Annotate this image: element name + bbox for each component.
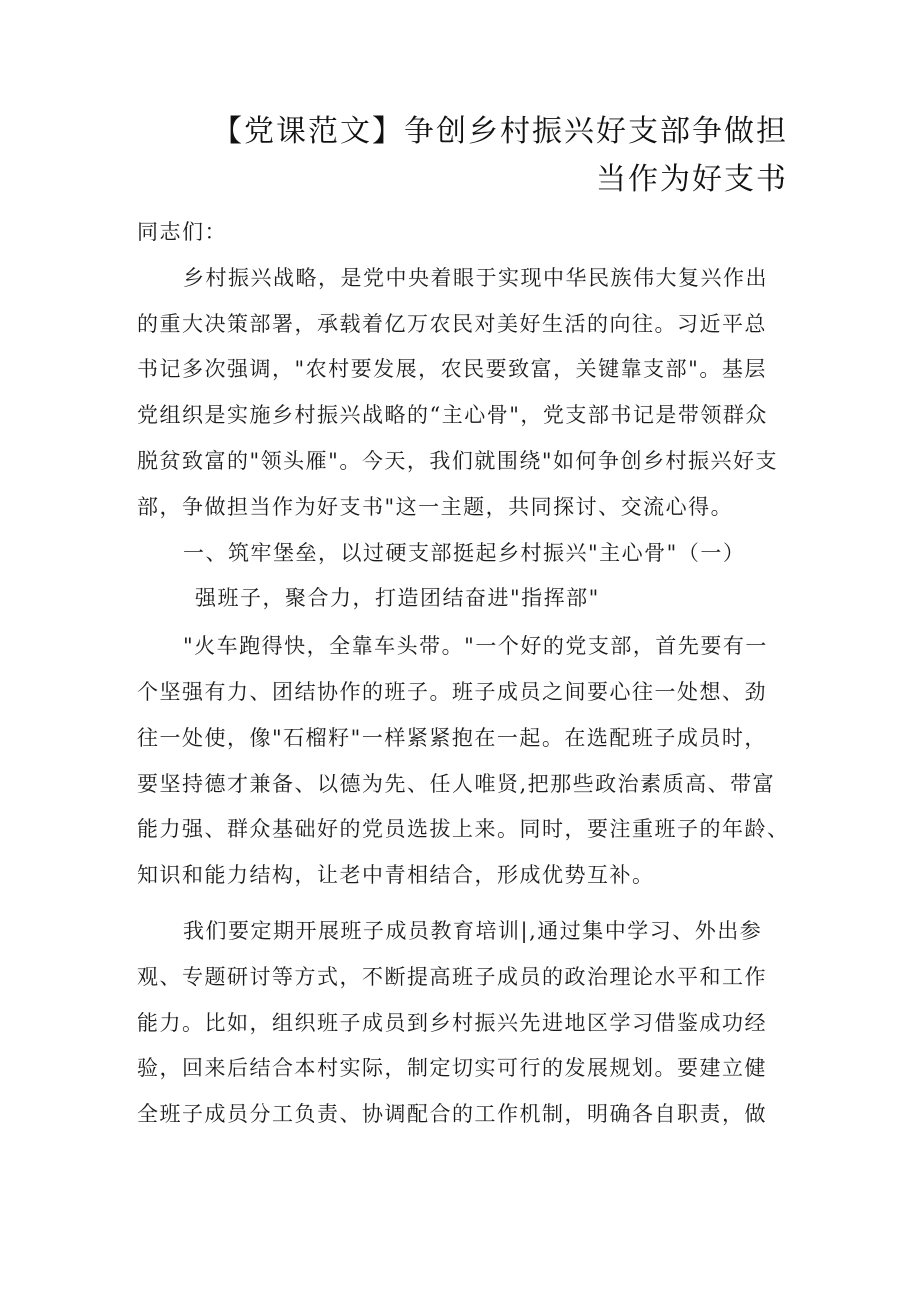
greeting: 同志们： [137, 220, 227, 244]
paragraph-team [137, 624, 797, 899]
paragraph-training [137, 909, 797, 1138]
subheading-line: 强班子，聚合力，打造团结奋进"指挥部" [195, 586, 600, 611]
text-line: 验，回来后结合本村实际，制定切实可行的发展规划。要建立健 [137, 1056, 767, 1081]
text-line: 个坚强有力、团结协作的班子。班子成员之间要心往一处想、劲 [137, 679, 767, 704]
text-line: 脱贫致富的"领头雁"。今天，我们就围绕"如何争创乡村振兴好支 [137, 448, 778, 473]
text-line: 全班子成员分工负责、协调配合的工作机制，明确各自职责，做 [137, 1102, 767, 1127]
text-line: 往一处使，像"石榴籽"一样紧紧抱在一起。在选配班子成员时， [137, 725, 767, 750]
title-line-1: 【党课范文】争创乡村振兴好支部争做担 [212, 114, 788, 149]
text-line: 党组织是实施乡村振兴战略的“主心骨"，党支部书记是带领群众 [137, 403, 768, 428]
document-body [137, 210, 797, 1138]
text-line: 书记多次强调，"农村要发展，农民要致富，关键靠支部"。基层 [137, 357, 767, 382]
document-title [88, 108, 788, 204]
paragraph-intro [137, 256, 797, 531]
text-line: 乡村振兴战略，是党中央着眼于实现中华民族伟大复兴作出 [183, 265, 768, 290]
text-line: 要坚持德才兼备、以德为先、任人唯贤,把那些政治素质高、带富 [137, 771, 776, 796]
text-line: 观、专题研讨等方式，不断提高班子成员的政治理论水平和工作 [137, 964, 767, 989]
text-line: 部，争做担当作为好支书"这一主题，共同探讨、交流心得。 [137, 494, 734, 519]
text-line: 的重大决策部署，承载着亿万农民对美好生活的向往。习近平总 [137, 311, 767, 336]
section-heading [137, 531, 797, 623]
text-line: "火车跑得快，全靠车头带。"一个好的党支部，首先要有一 [183, 634, 768, 659]
title-line-2: 当作为好支书 [596, 162, 788, 197]
text-line: 我们要定期开展班子成员教育培训|,通过集中学习、外出参 [183, 918, 763, 943]
text-line: 知识和能力结构，让老中青相结合，形成优势互补。 [137, 863, 655, 888]
text-line: 能力强、群众基础好的党员选拔上来。同时，要注重班子的年龄、 [137, 817, 790, 842]
text-line: 能力。比如，组织班子成员到乡村振兴先进地区学习借鉴成功经 [137, 1010, 767, 1035]
heading-line: 一、筑牢堡垒，以过硬支部挺起乡村振兴"主心骨"（一） [183, 540, 746, 565]
